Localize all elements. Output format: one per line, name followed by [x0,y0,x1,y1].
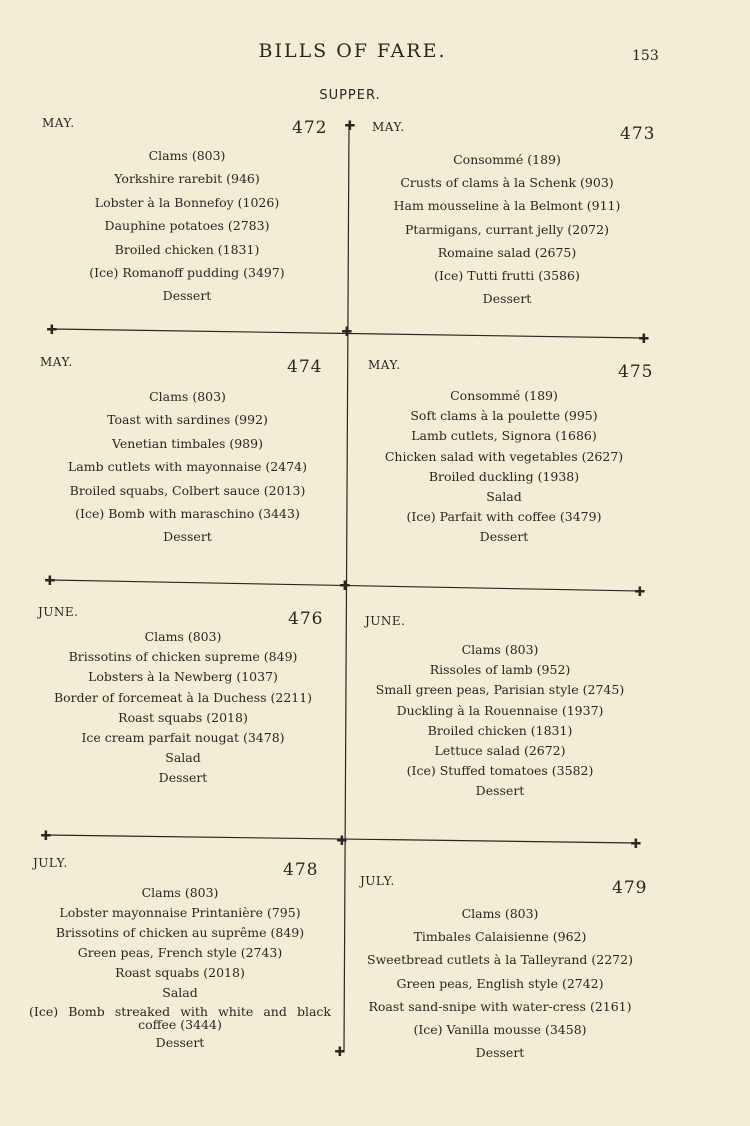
menu-items [42,144,332,308]
menu-month: JUNE. [365,614,406,628]
menu-item: Duckling à la Rouennaise (1937) [396,702,604,718]
menu-item: (Ice) Bomb with maraschino (3443) [75,506,300,522]
page-number: 153 [632,48,659,64]
menu-479 [360,874,652,1074]
menu-month: MAY. [42,116,75,130]
menu-478 [29,856,331,1056]
menu-item: Dauphine potatoes (2783) [104,218,270,234]
cross-ornament-icon: ✚ [46,323,58,338]
page-header-title: BILLS OF FARE. [258,40,447,62]
menu-item: Soft clams à la poulette (995) [410,408,598,424]
menu-item: Ice cream parfait nougat (3478) [81,730,285,746]
menu-item: Lamb cutlets with mayonnaise (2474) [67,459,307,475]
menu-item: Dessert [475,783,525,799]
menu-number: 478 [283,860,319,880]
menu-month: MAY. [368,358,401,372]
menu-item: Broiled chicken (1831) [114,241,260,257]
menu-item: Crusts of clams à la Schenk (903) [400,175,614,191]
menu-item: Broiled squabs, Colbert sauce (2013) [69,482,306,498]
cross-ornament-icon: ✚ [44,574,56,589]
menu-item: Green peas, English style (2742) [396,975,604,991]
menu-item: Sweetbread cutlets à la Talleyrand (2272) [367,952,633,968]
menu-items [345,640,655,802]
menu-item: (Ice) Bomb streaked with white and black coffee (3444) [29,1004,331,1033]
menu-item: Dessert [479,529,529,545]
menu-476 [38,605,328,805]
menu-item: Dessert [482,291,532,307]
menu-item: Salad [162,984,198,1000]
menu-items [352,148,662,310]
menu-item: Green peas, French style (2743) [77,944,283,960]
menu-item: Clams (803) [141,885,219,900]
menu-item: (Ice) Vanilla mousse (3458) [413,1022,587,1038]
menu-item: Small green peas, Parisian style (2745) [375,682,625,698]
menu-item: Clams (803) [461,906,539,921]
menu-item: Roast squabs (2018) [118,709,248,725]
cross-ornament-icon: ✚ [344,119,356,134]
menu-item: Border of forcemeat à la Duchess (2211) [53,689,313,705]
menu-item: Dessert [162,288,212,304]
menu-month: MAY. [40,355,73,369]
menu-item: Roast sand-snipe with water-cress (2161) [368,998,632,1014]
cross-ornament-icon: ✚ [634,585,646,600]
menu-474 [40,355,335,555]
menu-june-2 [365,614,655,814]
menu-number: 472 [292,118,328,138]
menu-item: Salad [486,489,522,505]
cross-ornament-icon: ✚ [336,834,348,849]
menu-item: Brissotins of chicken supreme (849) [68,649,298,665]
menu-number: 475 [618,362,654,382]
menu-item: Dessert [158,770,208,786]
menu-item: Chicken salad with vegetables (2627) [384,448,624,464]
menu-item: Dessert [475,1045,525,1061]
menu-item: Romaine salad (2675) [437,244,577,260]
cross-ornament-icon: ✚ [40,829,52,844]
menu-472 [42,116,332,316]
menu-item: Toast with sardines (992) [107,412,268,428]
cross-ornament-icon: ✚ [334,1045,346,1060]
menu-item: (Ice) Romanoff pudding (3497) [89,265,285,281]
menu-item: Roast squabs (2018) [115,964,245,980]
menu-month: JUNE. [38,605,79,619]
menu-item: Lamb cutlets, Signora (1686) [411,428,597,444]
menu-item: Clams (803) [144,629,222,644]
menu-items [29,883,331,1053]
menu-number: 479 [612,878,648,898]
menu-item: Timbales Calaisienne (962) [413,929,587,945]
menu-number: 476 [288,609,324,629]
menu-475 [368,358,660,558]
menu-item: Lobsters à la Newberg (1037) [88,669,278,685]
menu-month: JULY. [33,856,68,870]
menu-item: Salad [165,750,201,766]
menu-item: Brissotins of chicken au suprême (849) [55,924,305,940]
menu-items [28,627,338,789]
menu-number: 474 [287,357,323,377]
cross-ornament-icon: ✚ [341,325,353,340]
menu-item: Lettuce salad (2672) [434,743,566,759]
menu-item: (Ice) Tutti frutti (3586) [434,268,580,284]
menu-month: MAY. [372,120,405,134]
menu-item: Ham mousseline à la Belmont (911) [393,198,621,214]
menu-item: Venetian timbales (989) [112,435,263,451]
section-title: SUPPER. [319,88,381,103]
menu-item: Ptarmigans, currant jelly (2072) [405,221,609,237]
menu-item: Dessert [155,1035,205,1051]
menu-item: Broiled duckling (1938) [428,468,580,484]
cross-ornament-icon: ✚ [638,332,650,347]
menu-items [348,902,652,1064]
menu-item: Clams (803) [149,389,226,404]
menu-item: Yorkshire rarebit (946) [114,171,260,187]
menu-number: 473 [620,124,656,144]
menu-items [348,386,660,548]
menu-month: JULY. [360,874,395,888]
menu-item: Clams (803) [148,148,226,163]
menu-item: Consommé (189) [450,388,558,403]
menu-item: Lobster à la Bonnefoy (1026) [94,194,280,210]
menu-473 [372,120,662,320]
menu-item: Rissoles of lamb (952) [429,662,571,678]
menu-item: Clams (803) [461,642,539,657]
cross-ornament-icon: ✚ [339,579,351,594]
menu-item: (Ice) Parfait with coffee (3479) [406,509,602,525]
menu-items [40,385,335,549]
menu-item: Broiled chicken (1831) [427,722,573,738]
menu-item: Dessert [163,529,212,545]
menu-item: (Ice) Stuffed tomatoes (3582) [406,763,594,779]
menu-item: Lobster mayonnaise Printanière (795) [59,904,301,920]
menu-item: Consommé (189) [453,152,561,167]
cross-ornament-icon: ✚ [630,837,642,852]
